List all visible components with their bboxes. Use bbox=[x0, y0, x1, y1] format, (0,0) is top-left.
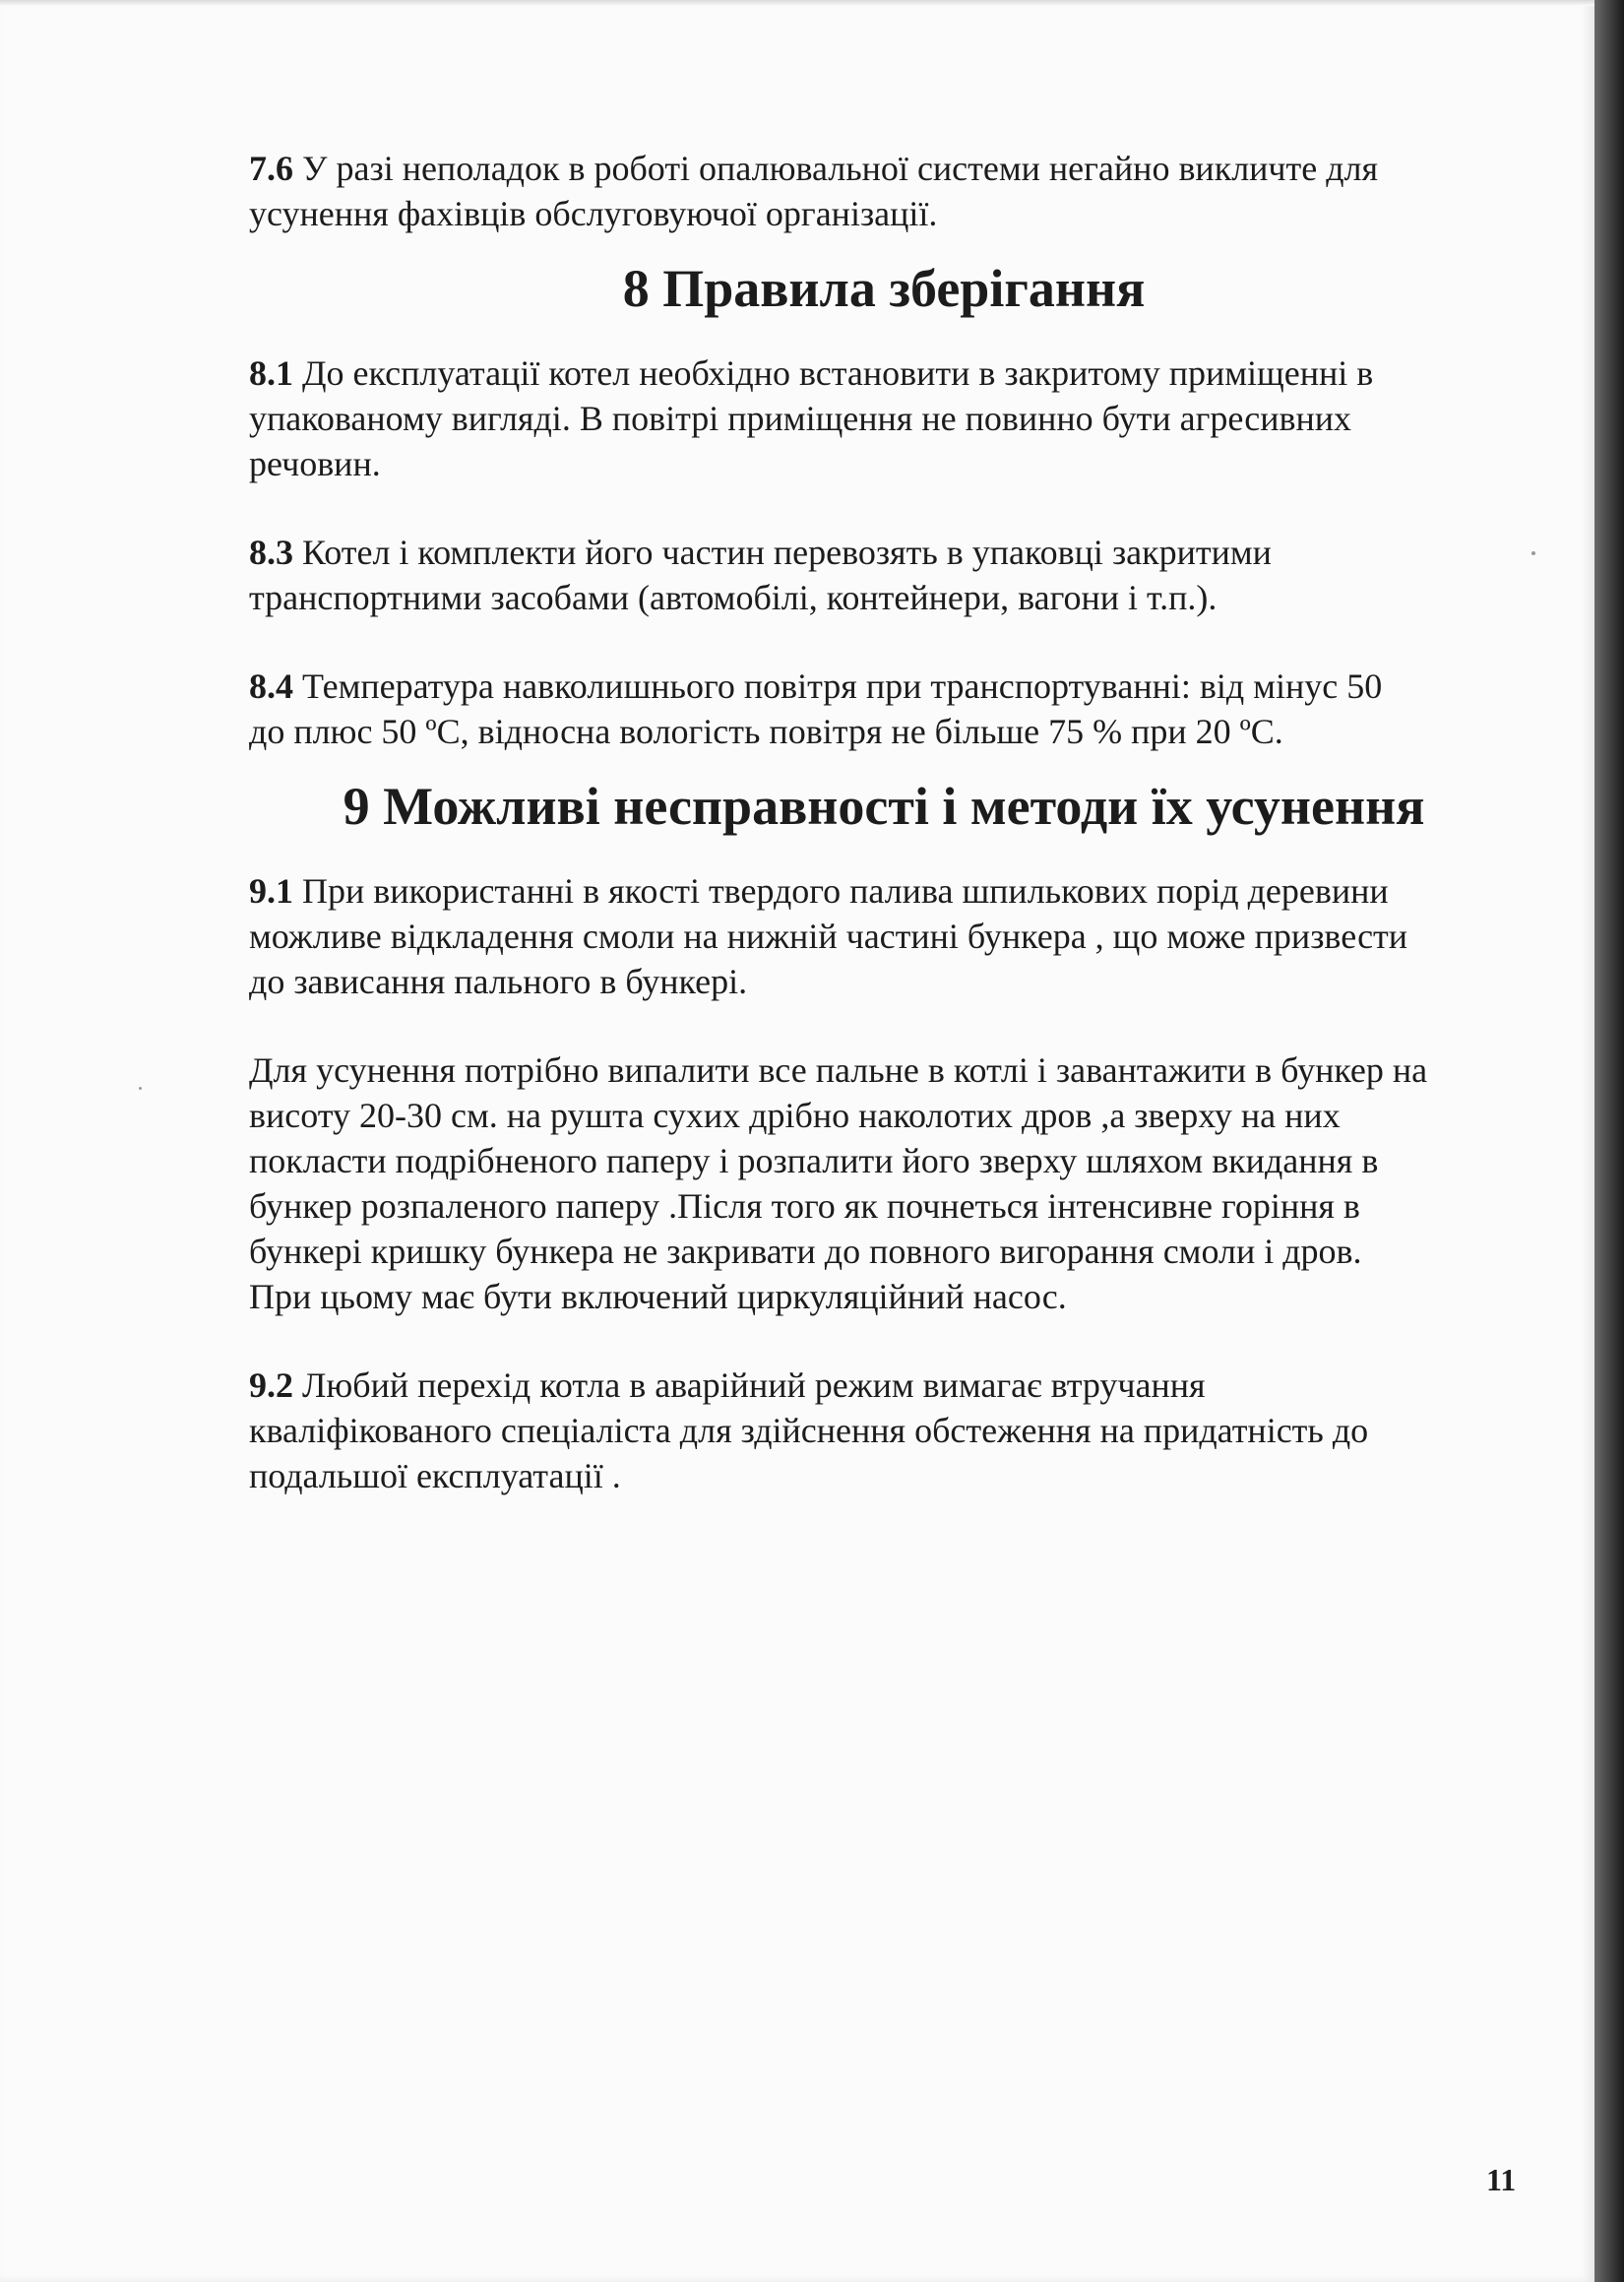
paragraph-line: до плюс 50 ºС, відносна вологість повітря не більше 75 % при 20 ºС. bbox=[249, 712, 1283, 751]
paragraph-line: При використанні в якості твердого палива шпилькових порід деревини bbox=[302, 871, 1389, 911]
scan-speck bbox=[139, 1087, 142, 1090]
paragraph-9-1 bbox=[249, 868, 1568, 1004]
section-heading-8: 8 Правила зберігання bbox=[622, 259, 1146, 318]
paragraph-8-3 bbox=[249, 530, 1568, 620]
paragraph-number: 8.3 bbox=[249, 533, 293, 572]
paragraph-8-1 bbox=[249, 350, 1568, 486]
scanner-background-edge bbox=[1594, 0, 1624, 2282]
paragraph-8-4 bbox=[249, 664, 1568, 754]
paragraph-line: бункері кришку бункера не закривати до повного вигорання смоли і дров. bbox=[249, 1232, 1362, 1271]
paragraph-line: висоту 20-30 см. на рушта сухих дрібно наколотих дров ,а зверху на них bbox=[249, 1096, 1341, 1135]
paragraph-line: До експлуатації котел необхідно встановити в закритому приміщенні в bbox=[302, 353, 1374, 393]
paragraph-line: При цьому має бути включений циркуляційний насос. bbox=[249, 1277, 1067, 1316]
paragraph-line: Котел і комплекти його частин перевозять в упаковці закритими bbox=[302, 533, 1272, 572]
paragraph-9-2 bbox=[249, 1363, 1568, 1498]
paragraph-line: Температура навколишнього повітря при транспортуванні: від мінус 50 bbox=[302, 666, 1383, 706]
paragraph-line: покласти подрібненого паперу і розпалити його зверху шляхом вкидання в bbox=[249, 1141, 1379, 1180]
section-heading-9: 9 Можливі несправності і методи їх усунення bbox=[343, 777, 1425, 836]
page-number: 11 bbox=[1486, 2162, 1517, 2197]
paragraph-number: 9.1 bbox=[249, 871, 293, 911]
paragraph-number: 8.1 bbox=[249, 353, 293, 393]
paragraph-number: 9.2 bbox=[249, 1365, 293, 1405]
paragraph-line: кваліфікованого спеціаліста для здійснення обстеження на придатність до bbox=[249, 1411, 1369, 1450]
paragraph-line: упакованому вигляді. В повітрі приміщення не повинно бути агресивних bbox=[249, 399, 1352, 438]
page-top-edge bbox=[0, 0, 1594, 6]
paragraph-line: речовин. bbox=[249, 444, 381, 483]
paragraph-line: до зависання пального в бункері. bbox=[249, 962, 748, 1001]
paragraph-line: подальшої експлуатації . bbox=[249, 1456, 621, 1495]
paragraph-line: усунення фахівців обслуговуючої організації. bbox=[249, 194, 938, 233]
paragraph-line: бункер розпаленого паперу .Після того як почнеться інтенсивне горіння в bbox=[249, 1186, 1360, 1226]
paragraph-line: У разі неполадок в роботі опалювальної системи негайно викличте для bbox=[302, 149, 1379, 188]
paragraph-7-6 bbox=[249, 146, 1568, 236]
paragraph-number: 7.6 bbox=[249, 149, 293, 188]
paragraph-line: Для усунення потрібно випалити все пальне в котлі і завантажити в бункер на bbox=[249, 1050, 1428, 1090]
paragraph-line: можливе відкладення смоли на нижній частині бункера , що може призвести bbox=[249, 917, 1408, 956]
paragraph-number: 8.4 bbox=[249, 666, 293, 706]
paragraph-line: Любий перехід котла в аварійний режим вимагає втручання bbox=[302, 1365, 1206, 1405]
paragraph-9-1-remedy bbox=[249, 1047, 1568, 1319]
paragraph-line: транспортними засобами (автомобілі, контейнери, вагони і т.п.). bbox=[249, 578, 1218, 617]
document-body bbox=[249, 146, 1568, 1498]
